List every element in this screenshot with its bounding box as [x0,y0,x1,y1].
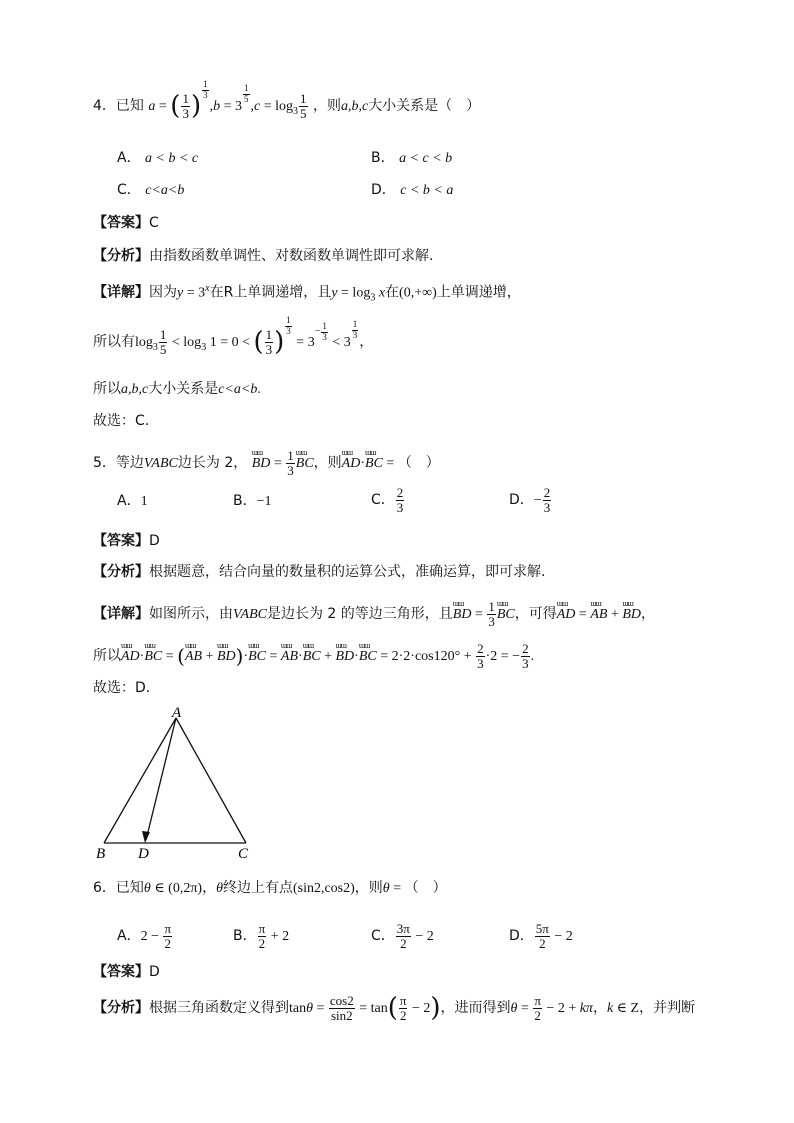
q4-option-b[interactable]: B． a < c < b [371,150,453,166]
q5-detail-line2: 所以ɯɯ AD·ɯɯ BC = (ɯɯ AB + ɯɯ BD)·ɯɯ BC = ɯɯ AB·ɯɯ BC + ɯɯ BD·ɯɯ BC = 2·2·cos120° + $\frac{2}{3}$ ·2 = − $\frac{2}{3}$ . [93,642,534,670]
q6-option-c[interactable]: C． $\frac{3\pi}{2}$ − 2 [371,921,434,951]
arrow-ad [146,718,176,840]
q6-option-a[interactable]: A．2 − $\frac{\pi}{2}$ [117,921,172,951]
q5-choose: 故选：D. [93,680,151,696]
q4-option-d[interactable]: D． c < b < a [371,182,454,198]
q5-answer: 【答案】D [93,533,160,549]
q6-analysis: 【分析】根据三角函数定义得到tanθ = $\frac{\cos 2}{\sin 2}$ = tan( $\frac{\pi}{2}$ − 2)，进而得到θ = $\frac{\pi}{2}$ − 2 + kπ，k ∈ Z，并判断 [93,993,696,1024]
label-b: B [96,846,106,862]
q5-option-a[interactable]: A．1 [117,493,148,509]
q5-detail-line1: 【详解】如图所示，由VABC是边长为 2 的等边三角形，且ɯɯ BD = $\frac{1}{3}$ ɯɯ BC，可得ɯɯ AD = ɯɯ AB + ɯɯ BD， [93,600,655,628]
q4-analysis: 【分析】由指数函数单调性、对数函数单调性即可求解. [93,248,434,264]
q4-answer: 【答案】C [93,215,159,231]
q5-option-b[interactable]: B．−1 [233,493,272,509]
q4-stem: 4．已知 a = ( $\frac{1}{3}$ ) $^{\frac{1}{3}}$ ,b = 3 $^{\frac{1}{5}}$ $,c = \log_3$ $\frac{1}{5}$ ，则a,b,c大小关系是（ ） [93,79,481,122]
q6-option-d[interactable]: D． $\frac{5\pi}{2}$ − 2 [509,921,573,951]
q4-choose: 故选：C. [93,413,150,429]
label-d: D [138,846,149,862]
q4-number: 4．已知 [93,98,144,115]
q6-stem: 6．已知θ ∈ (0,2π)，θ终边上有点(sin2,cos2)，则θ = （ ） [93,880,447,896]
q5-triangle-figure [90,706,260,864]
label-c: C [238,846,249,862]
q4-option-c[interactable]: C． c<a<b [117,182,185,198]
label-a: A [172,706,182,721]
arrow-head-icon [142,831,150,843]
edge-ac [176,718,246,843]
q5-option-d[interactable]: D．− $\frac{2}{3}$ [509,485,551,515]
q5-analysis: 【分析】根据题意，结合向量的数量积的运算公式，准确运算，即可求解. [93,564,546,580]
q4-detail-line2: 所以有$\log_3$ $\frac{1}{5}$ < $\log_3 1 = 0$ < ( $\frac{1}{3}$ ) $^{\frac{1}{3}}$ = $3^{- \frac{1}{3}}$ < 3 $^{\frac{1}{3}}$ ， [93,315,374,358]
q4-option-a[interactable]: A． a < b < c [117,150,199,166]
q4-detail-line1: 【详解】因为$y = 3^x$在R上单调递增，且$y = \log_3 x$在(0,+∞)上单调递增， [93,283,521,304]
q4-detail-line3: 所以a,b,c大小关系是c<a<b. [93,381,261,397]
q5-stem: 5．等边VABC边长为 2， ɯɯ BD = $\frac{1}{3}$ ɯɯ BC，则ɯɯ AD·ɯɯ BC = （ ） [93,449,440,477]
q6-option-b[interactable]: B． $\frac{\pi}{2}$ + 2 [233,921,290,951]
q6-answer: 【答案】D [93,964,160,980]
q5-option-c[interactable]: C． $\frac{2}{3}$ [371,485,404,515]
edge-ab [104,718,176,843]
